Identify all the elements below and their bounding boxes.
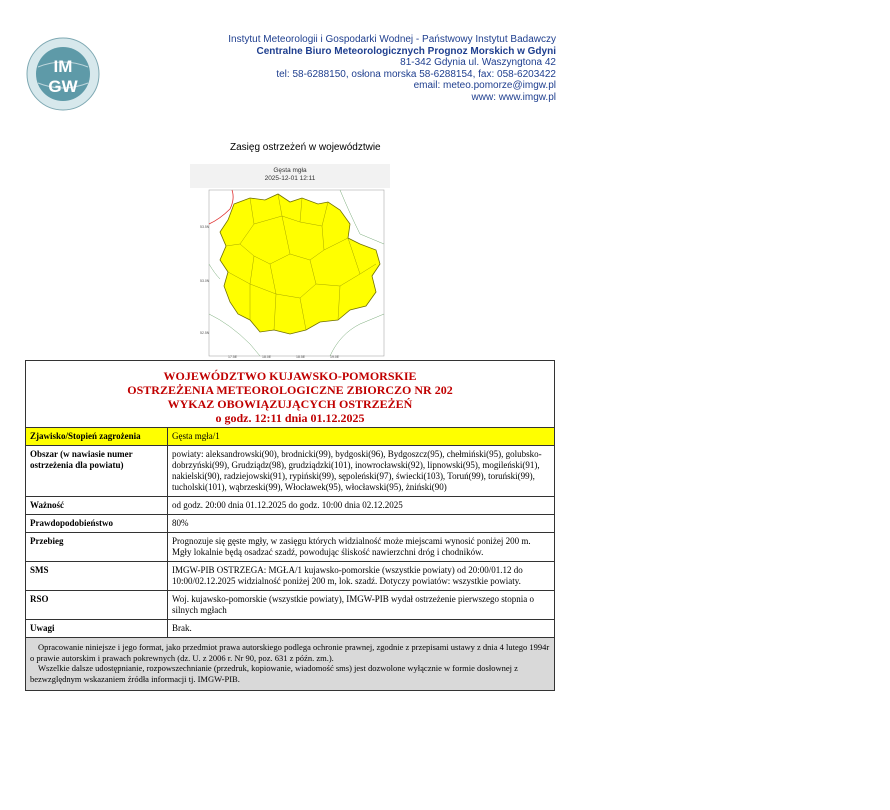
rso-value: Woj. kujawsko-pomorskie (wszystkie powiaty), IMGW-PIB wydał ostrzeżenie pierwszego stopnia o silnych mgłach [168,591,555,620]
table-row [26,428,555,446]
svg-text:17.5E: 17.5E [228,355,238,359]
phenomenon-label: Zjawisko/Stopień zagrożenia [26,428,168,446]
area-value: powiaty: aleksandrowski(90), brodnicki(99), bydgoski(96), Bydgoszcz(95), chełmiński(95), golubsko-dobrzyński(99), Grudziądz(98), grudziądzki(101), inowrocławski(92), lipnowski(95), mogileński(91), nakielski(90), radziejowski(91), rypiński(99), sępoleński(97), świecki(103), Toruń(99), toruński(99), tucholski(101), wąbrzeski(99), Włocławek(95), włocławski(95), żniński(90) [168,446,555,497]
table-row [26,533,555,562]
map-datetime: 2025-12-01 12:11 [264,175,316,182]
warning-title-line4: o godz. 12:11 dnia 01.12.2025 [215,411,365,425]
remarks-label: Uwagi [26,620,168,638]
probability-label: Prawdopodobieństwo [26,515,168,533]
svg-text:53.5N: 53.5N [200,225,210,229]
svg-text:18.5E: 18.5E [296,355,306,359]
svg-text:52.5N: 52.5N [200,331,210,335]
warning-title-line1: WOJEWÓDZTWO KUJAWSKO-POMORSKIE [163,369,417,383]
warning-header [26,361,555,428]
rso-label: RSO [26,591,168,620]
probability-value: 80% [168,515,555,533]
table-row [26,620,555,638]
sms-label: SMS [26,562,168,591]
sms-value: IMGW-PIB OSTRZEGA: MGŁA/1 kujawsko-pomorskie (wszystkie powiaty) od 20:00/01.12 do 10:00/02.12.2025 widzialność poniżej 200 m, lok. szadź. Dotyczy powiatów: wszystkie powiaty. [168,562,555,591]
imgw-logo [26,37,100,111]
website[interactable]: www: www.imgw.pl [471,91,556,103]
svg-text:19.0E: 19.0E [330,355,340,359]
svg-text:53.0N: 53.0N [200,279,210,283]
table-row [26,497,555,515]
warning-title-line3: WYKAZ OBOWIĄZUJĄCYCH OSTRZEŻEŃ [167,397,413,411]
course-label: Przebieg [26,533,168,562]
logo-text-top: IM [53,57,73,76]
logo-text-bottom: GW [48,77,78,96]
map-caption: Zasięg ostrzeżeń w województwie [230,142,381,153]
warning-map [190,164,390,360]
footer-line2: Wszelkie dalsze udostępnianie, rozpowszechnianie (przedruk, kopiowanie, wiadomość sms) jest dozwolone wyłącznie w formie dosłownej z bezwzględnym wskazaniem źródła informacji tj. IMGW-PIB. [30,663,518,684]
table-row [26,591,555,620]
validity-value: od godz. 20:00 dnia 01.12.2025 do godz. 10:00 dnia 02.12.2025 [168,497,555,515]
map-title: Gęsta mgła [273,167,307,174]
course-value: Prognozuje się gęste mgły, w zasięgu których widzialność może miejscami wynosić poniżej 200 m. Mgły lokalnie będą osadzać szadź, powodując śliskość nawierzchni dróg i chodników. [168,533,555,562]
institute-header [228,34,556,103]
warning-table [25,360,555,691]
table-row [26,638,555,691]
validity-label: Ważność [26,497,168,515]
footer-line1: Opracowanie niniejsze i jego format, jako przedmiot prawa autorskiego podlega ochronie prawnej, zgodnie z przepisami ustawy z dnia 4 lutego 1994r o prawie autorskim i prawach pokrewnych (dz. U. z 2006 r. Nr 90, poz. 631 z późn. zm.). [30,642,550,663]
table-row [26,515,555,533]
institute-name: Instytut Meteorologii i Gospodarki Wodnej - Państwowy Instytut Badawczy [228,34,556,45]
warning-title-line2: OSTRZEŻENIA METEOROLOGICZNE ZBIORCZO NR 202 [127,383,453,397]
table-row [26,446,555,497]
table-row [26,562,555,591]
phenomenon-value: Gęsta mgła/1 [168,428,555,446]
area-label: Obszar (w nawiasie numer ostrzeżenia dla powiatu) [26,446,168,497]
phone: tel: 58-6288150, osłona morska 58-6288154, fax: 058-6203422 [276,68,556,80]
address: 81-342 Gdynia ul. Waszyngtona 42 [400,57,556,68]
remarks-value: Brak. [168,620,555,638]
bureau-name: Centralne Biuro Meteorologicznych Prognoz Morskich w Gdyni [256,45,556,57]
email[interactable]: email: meteo.pomorze@imgw.pl [413,80,556,91]
copyright-footer [26,638,555,691]
svg-text:18.0E: 18.0E [262,355,272,359]
